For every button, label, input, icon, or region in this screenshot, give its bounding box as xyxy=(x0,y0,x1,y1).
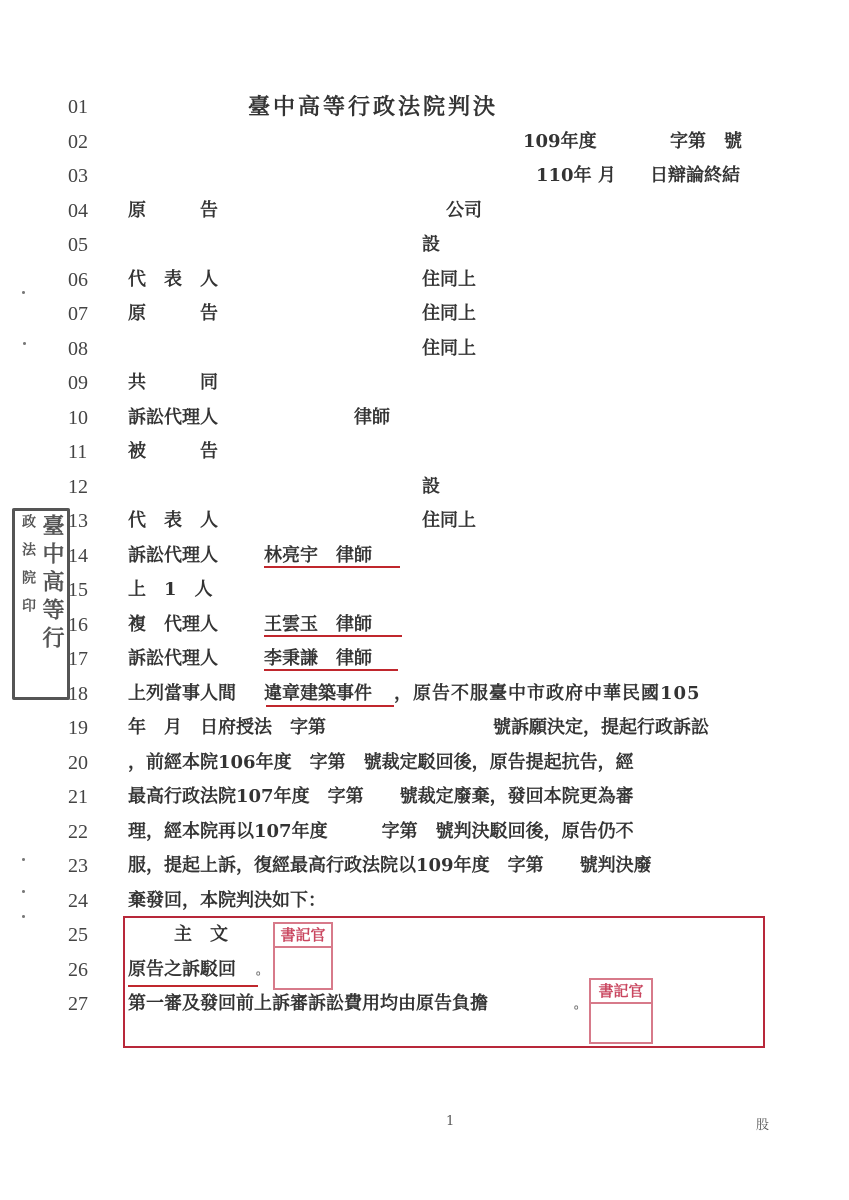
line-number: 08 xyxy=(68,338,88,360)
body-line-23: 服，提起上訴，復經最高行政法院以109年度 字第 號判決廢 xyxy=(128,855,652,876)
agent-label: 訴訟代理人 xyxy=(128,648,218,669)
scan-speck xyxy=(22,858,25,861)
scan-speck xyxy=(22,291,25,294)
line-number: 04 xyxy=(68,200,88,222)
line-number: 25 xyxy=(68,924,88,946)
agent-name: 林亮宇 律師 xyxy=(264,545,372,566)
hearing-suffix: 日辯論終結 xyxy=(650,165,740,186)
body-line-24: 棄發回，本院判決如下： xyxy=(128,890,326,911)
line-number: 19 xyxy=(68,717,88,739)
scan-speck xyxy=(22,890,25,893)
same-address: 住同上 xyxy=(422,269,476,290)
same-address: 住同上 xyxy=(422,510,476,531)
section-mark: 股 xyxy=(756,1118,770,1133)
scan-speck xyxy=(22,915,25,918)
line-number: 07 xyxy=(68,303,88,325)
joint-label: 共 同 xyxy=(128,372,218,393)
line-number: 21 xyxy=(68,786,88,808)
above-one-label: 上 1 人 xyxy=(128,579,213,600)
red-underline xyxy=(264,669,398,671)
line-number: 16 xyxy=(68,614,88,636)
red-underline xyxy=(128,985,258,987)
seal-text: 臺中高等行 xyxy=(39,514,65,654)
sub-agent-label: 複 代理人 xyxy=(128,614,218,635)
same-address: 住同上 xyxy=(422,303,476,324)
plaintiff-label: 原 告 xyxy=(128,200,218,221)
line-number: 09 xyxy=(68,372,88,394)
clerk-stamp xyxy=(273,922,333,990)
line-number: 27 xyxy=(68,993,88,1015)
holding-line-27: 第一審及發回前上訴審訴訟費用均由原告負擔 xyxy=(128,993,488,1014)
line-number: 13 xyxy=(68,510,88,532)
hearing-year-month: 110年 月 xyxy=(536,165,616,186)
line-number: 23 xyxy=(68,855,88,877)
red-underline xyxy=(264,635,402,637)
line-number: 06 xyxy=(68,269,88,291)
address-label: 設 xyxy=(422,476,440,497)
line-number: 26 xyxy=(68,959,88,981)
line-number: 10 xyxy=(68,407,88,429)
line-number: 01 xyxy=(68,96,88,118)
holding-heading: 主 文 xyxy=(174,924,228,945)
court-seal xyxy=(12,508,70,700)
red-underline xyxy=(264,566,400,568)
body-line-21: 最高行政法院107年度 字第 號裁定廢棄，發回本院更為審 xyxy=(128,786,634,807)
seal-text: 政法院印 xyxy=(20,514,36,626)
same-address: 住同上 xyxy=(422,338,476,359)
line-number: 05 xyxy=(68,234,88,256)
line-number: 03 xyxy=(68,165,88,187)
case-number-suffix: 字第 號 xyxy=(670,131,742,152)
scan-speck xyxy=(23,342,26,345)
line-number: 20 xyxy=(68,752,88,774)
period-mark: 。 xyxy=(256,963,269,977)
agent-label: 訴訟代理人 xyxy=(128,545,218,566)
plaintiff2-label: 原 告 xyxy=(128,303,218,324)
body-line-20: ，前經本院106年度 字第 號裁定駁回後，原告提起抗告，經 xyxy=(128,752,634,773)
line-number: 02 xyxy=(68,131,88,153)
joint-agent-label: 訴訟代理人 xyxy=(128,407,218,428)
line-number: 12 xyxy=(68,476,88,498)
body-line-18c: ，原告不服臺中市政府中華民國105 xyxy=(394,683,701,704)
seal-column-right xyxy=(40,514,64,694)
clerk-stamp-label: 書記官 xyxy=(591,980,651,1004)
clerk-stamp xyxy=(589,978,653,1044)
clerk-stamp-label: 書記官 xyxy=(275,924,331,948)
line-number: 14 xyxy=(68,545,88,567)
body-line-19a: 年 月 日府授法 字第 xyxy=(128,717,326,738)
seal-column-left xyxy=(18,514,38,694)
line-number: 18 xyxy=(68,683,88,705)
case-type: 違章建築事件 xyxy=(264,683,372,704)
joint-agent-value: 律師 xyxy=(354,407,390,428)
plaintiff-company: 公司 xyxy=(446,200,482,221)
body-line-18a: 上列當事人間 xyxy=(128,683,236,704)
period-mark: 。 xyxy=(574,997,587,1011)
address-label: 設 xyxy=(422,234,440,255)
document-title: 臺中高等行政法院判決 xyxy=(248,94,499,120)
red-underline xyxy=(266,705,394,707)
sub-agent-name: 王雲玉 律師 xyxy=(264,614,372,635)
line-number: 17 xyxy=(68,648,88,670)
line-number: 24 xyxy=(68,890,88,912)
agent-name: 李秉謙 律師 xyxy=(264,648,372,669)
line-number: 15 xyxy=(68,579,88,601)
def-representative-label: 代 表 人 xyxy=(128,510,218,531)
defendant-label: 被 告 xyxy=(128,441,218,462)
case-year: 109年度 xyxy=(523,131,597,152)
line-number: 11 xyxy=(68,441,88,463)
body-line-19b: 號訴願決定，提起行政訴訟 xyxy=(493,717,709,738)
body-line-22: 理，經本院再以107年度 字第 號判決駁回後，原告仍不 xyxy=(128,821,634,842)
holding-line-26: 原告之訴駁回 xyxy=(128,959,236,980)
page-number: 1 xyxy=(446,1114,455,1129)
representative-label: 代 表 人 xyxy=(128,269,218,290)
line-number: 22 xyxy=(68,821,88,843)
